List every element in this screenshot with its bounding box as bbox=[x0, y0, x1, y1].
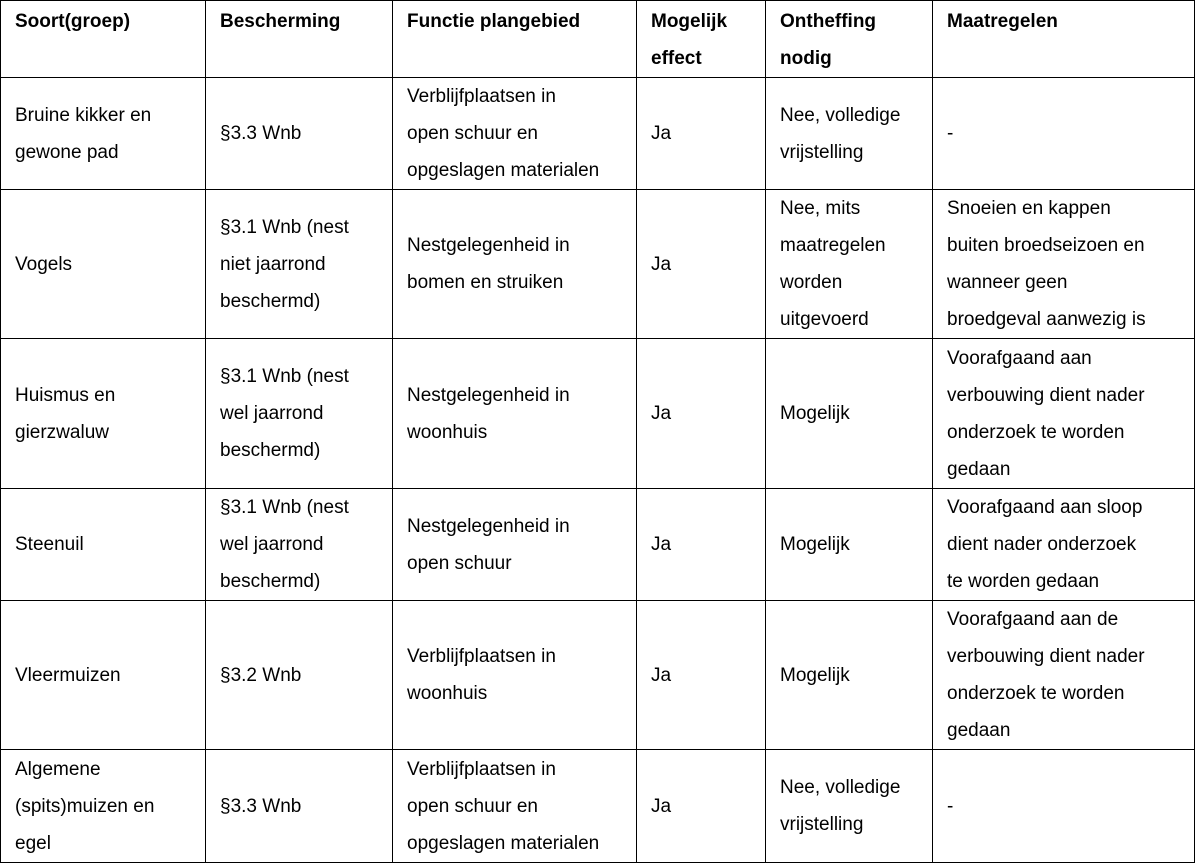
cell-species-group bbox=[1, 190, 206, 339]
cell-line: §3.1 Wnb (nest bbox=[220, 497, 349, 518]
table-row bbox=[1, 78, 1195, 190]
cell-measures bbox=[933, 78, 1195, 190]
header-exemption-needed bbox=[766, 1, 933, 78]
cell-function bbox=[393, 339, 637, 489]
table-row bbox=[1, 601, 1195, 750]
cell-line: Ja bbox=[651, 534, 672, 555]
cell-line: gedaan bbox=[947, 720, 1011, 741]
cell-line: Nestgelegenheid in bbox=[407, 384, 570, 406]
cell-line: uitgevoerd bbox=[780, 309, 869, 330]
cell-protection bbox=[206, 78, 393, 190]
cell-line: Soort(groep) bbox=[15, 11, 131, 32]
table-row bbox=[1, 339, 1195, 489]
cell-possible-effect bbox=[637, 750, 766, 863]
cell-line: Mogelijk bbox=[780, 664, 850, 686]
cell-line: Verblijfplaatsen in bbox=[407, 86, 556, 107]
cell-possible-effect bbox=[637, 601, 766, 750]
cell-species-group bbox=[1, 601, 206, 750]
cell-line: Vogels bbox=[15, 253, 73, 275]
cell-line: - bbox=[947, 123, 954, 144]
cell-line: vrijstelling bbox=[780, 141, 864, 163]
cell-line: Functie plangebied bbox=[407, 11, 581, 32]
cell-line: Bescherming bbox=[220, 11, 341, 32]
header-possible-effect bbox=[637, 1, 766, 78]
cell-line: opgeslagen materialen bbox=[407, 160, 600, 181]
cell-line: Voorafgaand aan sloop bbox=[947, 497, 1143, 518]
cell-line: vrijstelling bbox=[780, 814, 864, 835]
cell-measures bbox=[933, 190, 1195, 339]
cell-line: §3.1 Wnb (nest bbox=[220, 216, 349, 238]
cell-line: opgeslagen materialen bbox=[407, 832, 600, 854]
cell-line: te worden gedaan bbox=[947, 571, 1100, 592]
cell-line: Nestgelegenheid in bbox=[407, 515, 570, 537]
cell-line: Huismus en bbox=[15, 384, 116, 406]
cell-line: Mogelijk bbox=[780, 534, 850, 555]
cell-line: Steenuil bbox=[15, 534, 84, 555]
cell-line: Verblijfplaatsen in bbox=[407, 646, 556, 667]
cell-line: - bbox=[947, 795, 954, 817]
cell-line: wanneer geen bbox=[947, 272, 1068, 293]
cell-species-group bbox=[1, 339, 206, 489]
cell-possible-effect bbox=[637, 190, 766, 339]
header-measures bbox=[933, 1, 1195, 78]
cell-line: buiten broedseizoen en bbox=[947, 235, 1145, 256]
cell-line: Ja bbox=[651, 795, 672, 817]
cell-function bbox=[393, 78, 637, 190]
cell-line: gedaan bbox=[947, 458, 1011, 480]
cell-line: egel bbox=[15, 832, 51, 854]
cell-line: beschermd) bbox=[220, 571, 321, 592]
header-species-group bbox=[1, 1, 206, 78]
cell-line: Maatregelen bbox=[947, 11, 1058, 32]
header-function bbox=[393, 1, 637, 78]
cell-line: Ja bbox=[651, 253, 672, 275]
cell-line: Nestgelegenheid in bbox=[407, 235, 570, 256]
cell-line: Snoeien en kappen bbox=[947, 198, 1111, 219]
cell-line: Algemene bbox=[15, 758, 101, 780]
cell-line: woonhuis bbox=[407, 421, 488, 443]
cell-line: Ja bbox=[651, 664, 672, 686]
cell-exemption-needed bbox=[766, 190, 933, 339]
cell-species-group bbox=[1, 78, 206, 190]
cell-function bbox=[393, 489, 637, 601]
cell-line: effect bbox=[651, 48, 702, 69]
cell-line: open schuur en bbox=[407, 123, 538, 144]
cell-measures bbox=[933, 489, 1195, 601]
table-row bbox=[1, 190, 1195, 339]
cell-line: Voorafgaand aan bbox=[947, 347, 1092, 369]
cell-line: §3.1 Wnb (nest bbox=[220, 366, 349, 387]
cell-line: Bruine kikker en bbox=[15, 104, 152, 126]
cell-line: verbouwing dient nader bbox=[947, 646, 1145, 667]
cell-protection bbox=[206, 750, 393, 863]
cell-line: Nee, volledige bbox=[780, 104, 901, 126]
cell-protection bbox=[206, 339, 393, 489]
table-row bbox=[1, 750, 1195, 863]
cell-line: beschermd) bbox=[220, 440, 321, 461]
cell-exemption-needed bbox=[766, 750, 933, 863]
cell-line: nodig bbox=[780, 48, 832, 69]
cell-function bbox=[393, 190, 637, 339]
cell-line: Nee, mits bbox=[780, 198, 861, 219]
cell-line: verbouwing dient nader bbox=[947, 384, 1145, 406]
cell-protection bbox=[206, 601, 393, 750]
cell-line: Mogelijk bbox=[780, 403, 850, 424]
header-protection bbox=[206, 1, 393, 78]
cell-line: Ja bbox=[651, 123, 672, 144]
cell-exemption-needed bbox=[766, 78, 933, 190]
cell-line: onderzoek te worden bbox=[947, 683, 1125, 704]
cell-line: Ja bbox=[651, 403, 672, 424]
cell-possible-effect bbox=[637, 489, 766, 601]
cell-function bbox=[393, 601, 637, 750]
cell-line: wel jaarrond bbox=[220, 534, 324, 555]
cell-line: Mogelijk bbox=[651, 11, 728, 32]
cell-line: Voorafgaand aan de bbox=[947, 609, 1119, 630]
cell-exemption-needed bbox=[766, 339, 933, 489]
cell-line: dient nader onderzoek bbox=[947, 534, 1137, 555]
cell-exemption-needed bbox=[766, 601, 933, 750]
cell-possible-effect bbox=[637, 78, 766, 190]
cell-line: beschermd) bbox=[220, 290, 321, 312]
cell-measures bbox=[933, 601, 1195, 750]
cell-exemption-needed bbox=[766, 489, 933, 601]
cell-measures bbox=[933, 339, 1195, 489]
cell-line: onderzoek te worden bbox=[947, 421, 1125, 443]
cell-line: wel jaarrond bbox=[220, 403, 324, 424]
cell-measures bbox=[933, 750, 1195, 863]
cell-line: bomen en struiken bbox=[407, 272, 564, 293]
cell-line: Ontheffing bbox=[780, 11, 877, 32]
cell-line: §3.3 Wnb bbox=[220, 123, 302, 144]
cell-line: (spits)muizen en bbox=[15, 795, 155, 817]
cell-line: Vleermuizen bbox=[15, 664, 121, 686]
cell-line: §3.2 Wnb bbox=[220, 664, 302, 686]
table-row bbox=[1, 489, 1195, 601]
cell-species-group bbox=[1, 750, 206, 863]
cell-line: gewone pad bbox=[15, 141, 119, 163]
cell-line: open schuur en bbox=[407, 795, 538, 817]
cell-line: woonhuis bbox=[407, 683, 488, 704]
cell-protection bbox=[206, 489, 393, 601]
cell-line: Nee, volledige bbox=[780, 777, 901, 798]
cell-line: maatregelen bbox=[780, 235, 886, 256]
header-row bbox=[1, 1, 1195, 78]
cell-line: worden bbox=[780, 272, 843, 293]
cell-species-group bbox=[1, 489, 206, 601]
cell-line: Verblijfplaatsen in bbox=[407, 758, 556, 780]
cell-line: niet jaarrond bbox=[220, 253, 326, 275]
cell-line: gierzwaluw bbox=[15, 421, 109, 443]
cell-possible-effect bbox=[637, 339, 766, 489]
cell-line: open schuur bbox=[407, 552, 512, 574]
cell-line: broedgeval aanwezig is bbox=[947, 309, 1146, 330]
cell-function bbox=[393, 750, 637, 863]
cell-line: §3.3 Wnb bbox=[220, 795, 302, 817]
cell-protection bbox=[206, 190, 393, 339]
